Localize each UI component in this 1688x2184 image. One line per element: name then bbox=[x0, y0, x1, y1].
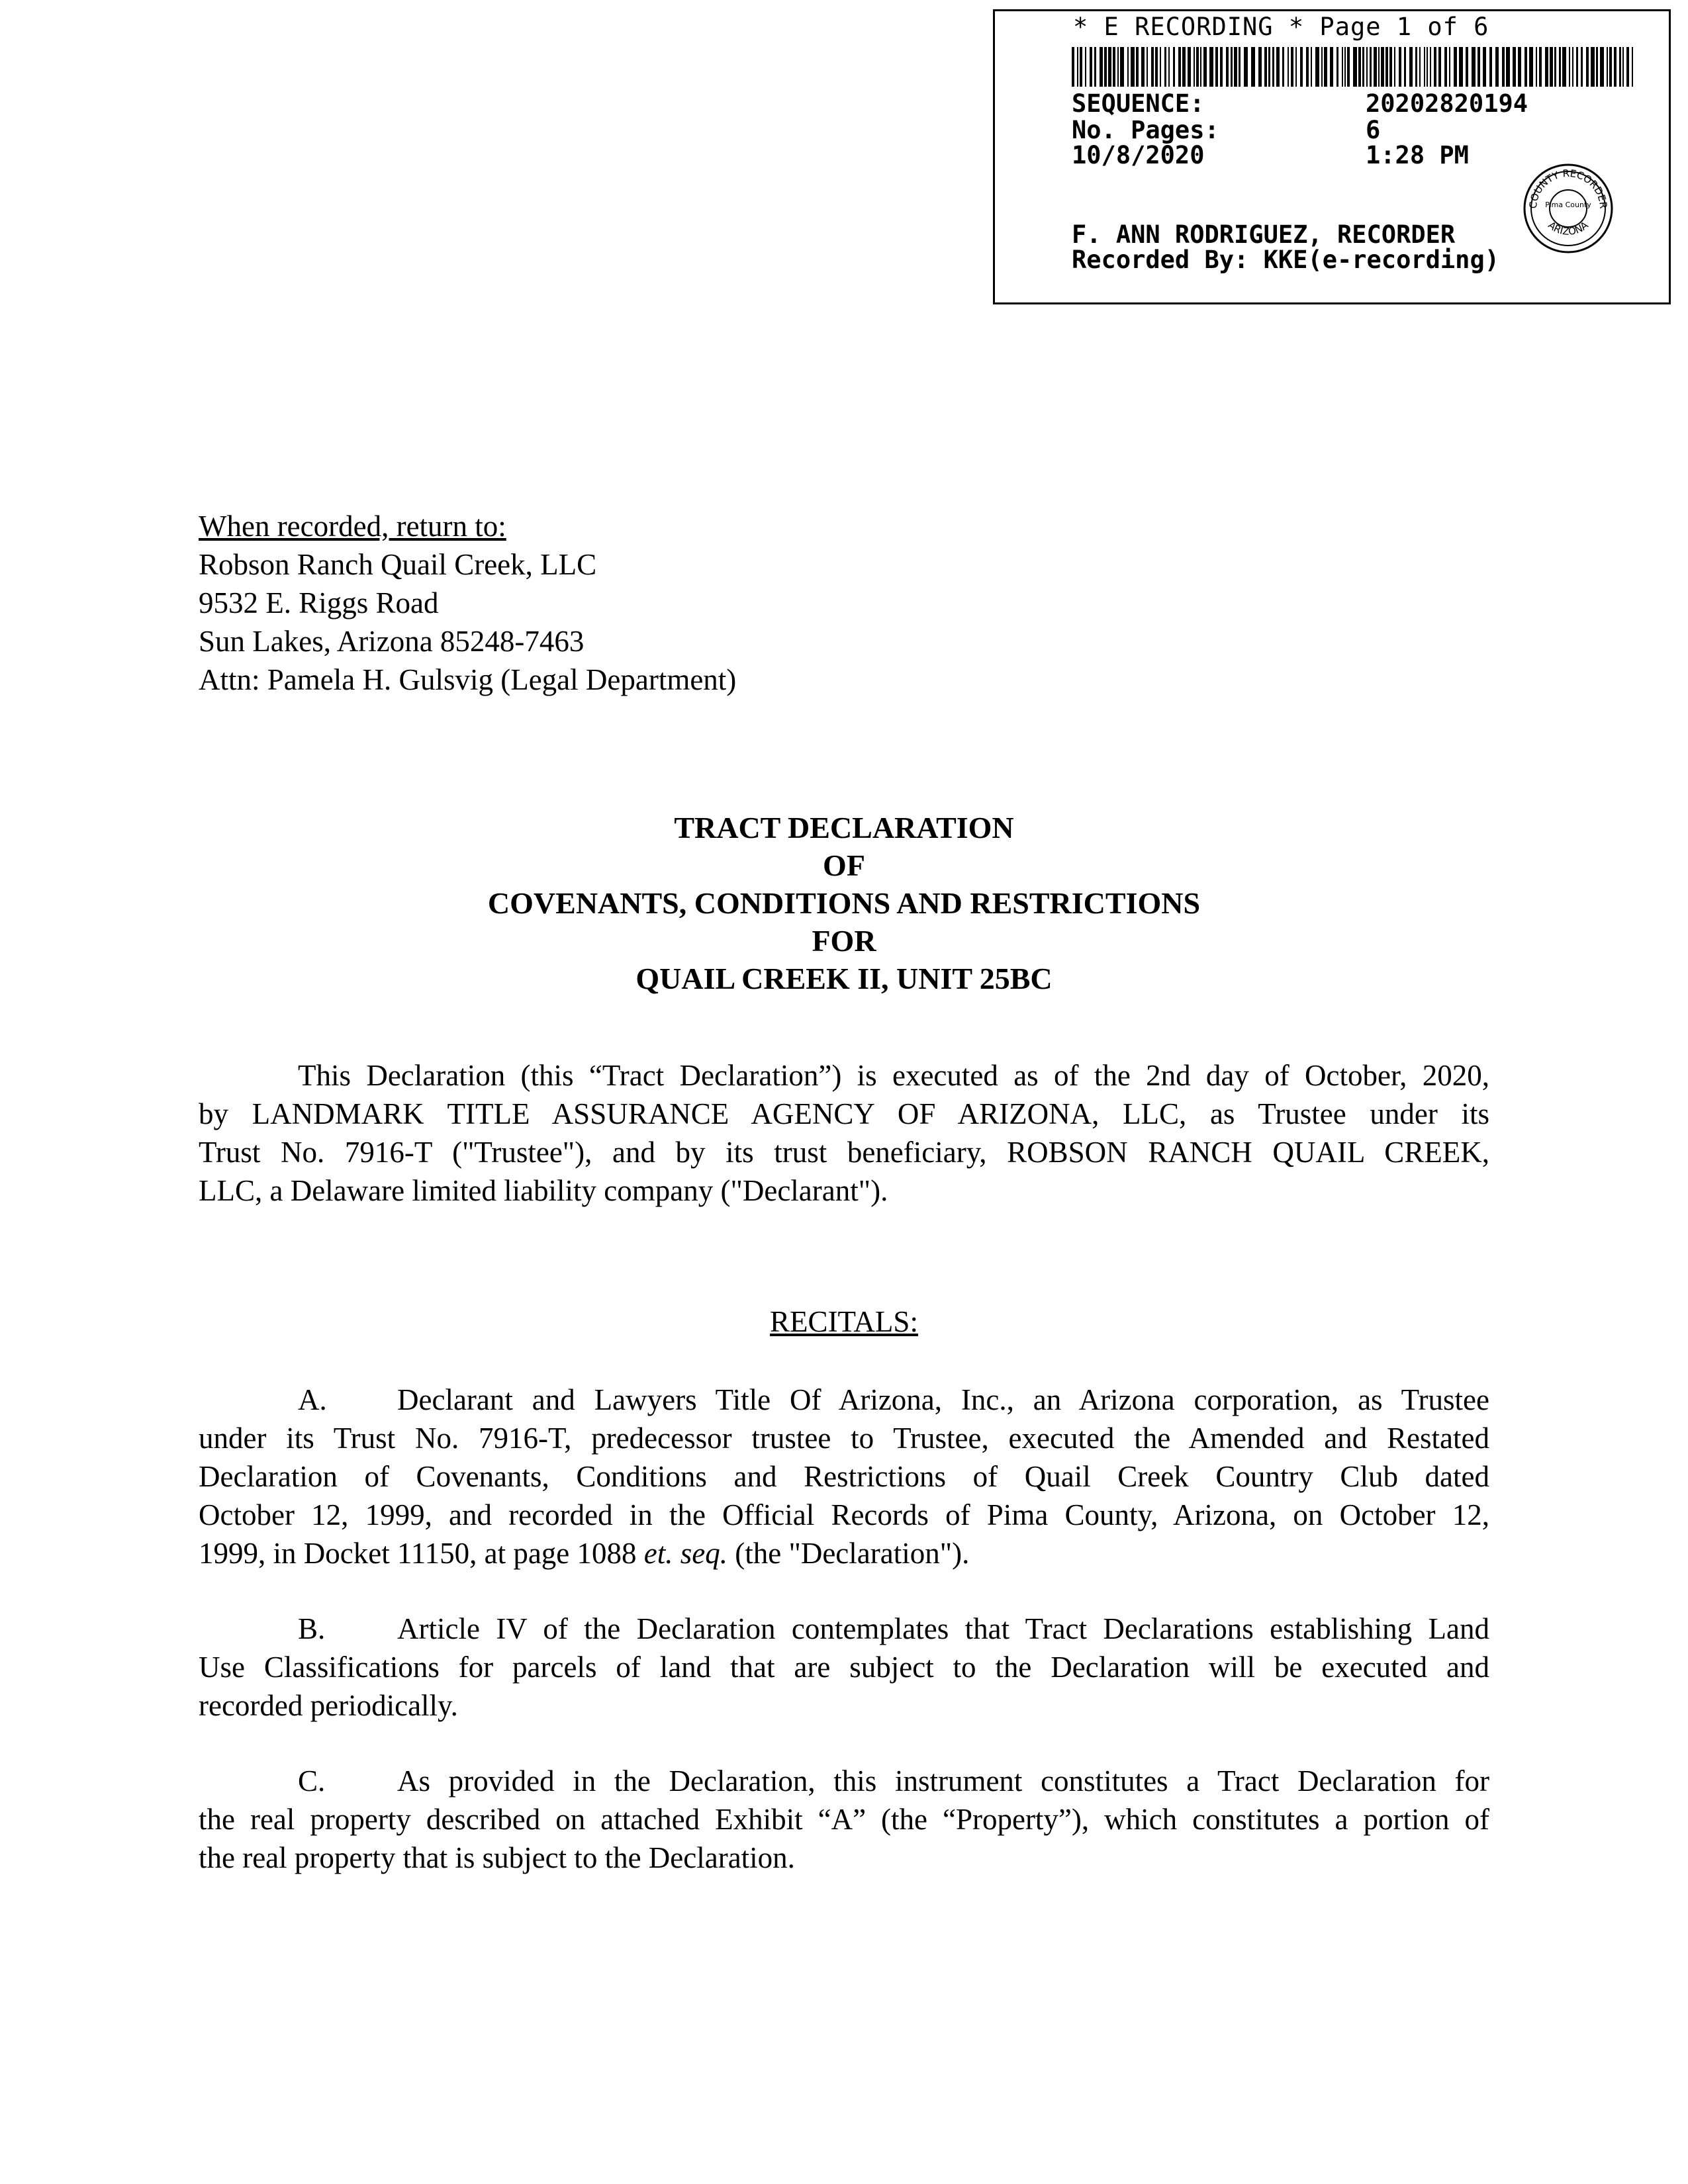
barcode-bar bbox=[1282, 47, 1284, 87]
barcode-bar bbox=[1168, 47, 1170, 87]
barcode-bar bbox=[1080, 47, 1082, 87]
barcode-bar bbox=[1276, 47, 1280, 87]
seal-top-text: COUNTY RECORDER bbox=[1526, 167, 1610, 210]
barcode-bar bbox=[1306, 47, 1309, 87]
return-line: Sun Lakes, Arizona 85248-7463 bbox=[199, 625, 585, 658]
barcode-bar bbox=[1141, 47, 1145, 87]
pages-label: No. Pages: bbox=[1072, 116, 1219, 144]
barcode bbox=[1072, 47, 1633, 87]
barcode-bar bbox=[1622, 47, 1624, 87]
intro-line: Trust No. 7916-T ("Trustee"), and by its trust beneficiary, ROBSON RANCH QUAIL CREEK, bbox=[199, 1136, 1489, 1169]
barcode-bar bbox=[1550, 47, 1553, 87]
barcode-bar bbox=[1569, 47, 1570, 87]
title-line: OF bbox=[823, 848, 865, 882]
recitals-heading-text: RECITALS: bbox=[770, 1305, 918, 1338]
barcode-bar bbox=[1374, 47, 1377, 87]
barcode-bar bbox=[1596, 47, 1598, 87]
title-line: FOR bbox=[812, 924, 876, 958]
barcode-bar bbox=[1394, 47, 1395, 87]
barcode-bar bbox=[1244, 47, 1248, 87]
intro-line: LLC, a Delaware limited liability company ("Declarant"). bbox=[199, 1174, 888, 1207]
barcode-bar bbox=[1554, 47, 1556, 87]
barcode-bar bbox=[1117, 47, 1119, 87]
recital-b bbox=[199, 1610, 1489, 1725]
barcode-bar bbox=[1108, 47, 1111, 87]
barcode-bar bbox=[1591, 47, 1595, 87]
recital-c-line: the real property that is subject to the Declaration. bbox=[199, 1841, 795, 1874]
barcode-bar bbox=[1466, 47, 1468, 87]
recital-b-line: recorded periodically. bbox=[199, 1689, 458, 1722]
barcode-bar bbox=[1483, 47, 1486, 87]
barcode-bar bbox=[1607, 47, 1608, 87]
recital-c-letter: C. bbox=[298, 1764, 326, 1797]
barcode-bar bbox=[1347, 47, 1350, 87]
barcode-bar bbox=[1136, 47, 1139, 87]
return-address-block bbox=[199, 507, 993, 699]
recital-b-letter: B. bbox=[298, 1612, 326, 1645]
barcode-bar bbox=[1104, 47, 1107, 87]
barcode-bar bbox=[1336, 47, 1338, 87]
barcode-bar bbox=[1576, 47, 1578, 87]
barcode-bar bbox=[1614, 47, 1617, 87]
barcode-bar bbox=[1295, 47, 1297, 87]
recital-c bbox=[199, 1762, 1489, 1877]
barcode-bar bbox=[1399, 47, 1401, 87]
pages-value: 6 bbox=[1366, 116, 1381, 144]
recital-a-line: under its Trust No. 7916-T, predecessor trustee to Trustee, executed the Amended and Restated bbox=[199, 1422, 1489, 1455]
barcode-bar bbox=[1200, 47, 1201, 87]
barcode-bar bbox=[1085, 47, 1086, 87]
barcode-bar bbox=[1545, 47, 1548, 87]
barcode-bar bbox=[1220, 47, 1223, 87]
barcode-bar bbox=[1209, 47, 1213, 87]
barcode-bar bbox=[1489, 47, 1492, 87]
barcode-bar bbox=[1378, 47, 1380, 87]
recital-a-line: October 12, 1999, and recorded in the Official Records of Pima County, Arizona, on October 12, bbox=[199, 1498, 1489, 1531]
recital-c-line bbox=[199, 1762, 1489, 1800]
recital-a-last-ital: et. seq. bbox=[643, 1537, 727, 1570]
barcode-bar bbox=[1459, 47, 1463, 87]
recital-a-line bbox=[199, 1381, 1489, 1419]
barcode-bar bbox=[1409, 47, 1413, 87]
recorded-by: Recorded By: KKE(e-recording) bbox=[1072, 246, 1500, 274]
barcode-bar bbox=[1430, 47, 1431, 87]
barcode-bar bbox=[1609, 47, 1612, 87]
barcode-bar bbox=[1370, 47, 1372, 87]
barcode-bar bbox=[1389, 47, 1392, 87]
barcode-bar bbox=[1311, 47, 1312, 87]
return-line: Attn: Pamela H. Gulsvig (Legal Department) bbox=[199, 663, 737, 696]
barcode-bar bbox=[1427, 47, 1428, 87]
recital-b-line: Use Classifications for parcels of land that are subject to the Declaration will be executed and bbox=[199, 1651, 1489, 1684]
barcode-bar bbox=[1127, 47, 1129, 87]
barcode-bar bbox=[1178, 47, 1181, 87]
barcode-bar bbox=[1160, 47, 1161, 87]
barcode-bar bbox=[1196, 47, 1199, 87]
barcode-bar bbox=[1300, 47, 1303, 87]
barcode-bar bbox=[1188, 47, 1191, 87]
barcode-bar bbox=[1600, 47, 1604, 87]
document-title bbox=[199, 809, 1489, 997]
barcode-bar bbox=[1454, 47, 1457, 87]
recital-c-line: the real property described on attached Exhibit “A” (the “Property”), which constitutes a portion of bbox=[199, 1803, 1489, 1836]
barcode-bar bbox=[1072, 47, 1074, 87]
barcode-bar bbox=[1424, 47, 1425, 87]
barcode-bar bbox=[1366, 47, 1368, 87]
barcode-bar bbox=[1358, 47, 1361, 87]
barcode-bar bbox=[1477, 47, 1480, 87]
barcode-bar bbox=[1502, 47, 1505, 87]
barcode-bar bbox=[1272, 47, 1274, 87]
barcode-bar bbox=[1342, 47, 1343, 87]
barcode-bar bbox=[1524, 47, 1527, 87]
barcode-bar bbox=[1581, 47, 1583, 87]
barcode-bar bbox=[1268, 47, 1270, 87]
recording-date: 10/8/2020 bbox=[1072, 141, 1205, 169]
intro-paragraph bbox=[199, 1056, 1489, 1210]
title-line: TRACT DECLARATION bbox=[674, 811, 1014, 844]
barcode-bar bbox=[1164, 47, 1166, 87]
barcode-bar bbox=[1353, 47, 1357, 87]
recital-a bbox=[199, 1381, 1489, 1572]
barcode-bar bbox=[1239, 47, 1241, 87]
barcode-bar bbox=[1385, 47, 1388, 87]
barcode-bar bbox=[1147, 47, 1148, 87]
recital-a-last-pre: 1999, in Docket 11150, at page 1088 bbox=[199, 1537, 644, 1570]
barcode-bar bbox=[1536, 47, 1537, 87]
barcode-bar bbox=[1288, 47, 1289, 87]
svg-text:ARIZONA bbox=[1546, 219, 1591, 238]
recital-a-last-line bbox=[199, 1534, 1489, 1572]
recording-time: 1:28 PM bbox=[1366, 141, 1469, 169]
barcode-bar bbox=[1362, 47, 1364, 87]
barcode-bar bbox=[1449, 47, 1450, 87]
recital-a-last-post: (the "Declaration"). bbox=[727, 1537, 970, 1570]
barcode-bar bbox=[1100, 47, 1103, 87]
sequence-label: SEQUENCE: bbox=[1072, 89, 1205, 118]
barcode-bar bbox=[1513, 47, 1516, 87]
seal-bottom-text: ARIZONA bbox=[1546, 219, 1591, 238]
barcode-bar bbox=[1077, 47, 1078, 87]
recital-a-first: Declarant and Lawyers Title Of Arizona, Inc., an Arizona corporation, as Trustee bbox=[397, 1383, 1489, 1416]
sequence-value: 20202820194 bbox=[1366, 89, 1528, 118]
barcode-bar bbox=[1264, 47, 1267, 87]
barcode-bar bbox=[1324, 47, 1327, 87]
barcode-bar bbox=[1444, 47, 1447, 87]
intro-line: by LANDMARK TITLE ASSURANCE AGENCY OF ARIZONA, LLC, as Trustee under its bbox=[199, 1097, 1489, 1130]
barcode-bar bbox=[1258, 47, 1262, 87]
recital-b-line bbox=[199, 1610, 1489, 1648]
barcode-bar bbox=[1321, 47, 1323, 87]
barcode-bar bbox=[1415, 47, 1417, 87]
recital-b-first: Article IV of the Declaration contemplates that Tract Declarations establishing Land bbox=[397, 1612, 1489, 1645]
county-recorder-seal-icon bbox=[1522, 162, 1615, 255]
barcode-bar bbox=[1203, 47, 1207, 87]
barcode-bar bbox=[1291, 47, 1293, 87]
barcode-bar bbox=[1632, 47, 1633, 87]
barcode-bar bbox=[1090, 47, 1092, 87]
barcode-bar bbox=[1173, 47, 1175, 87]
barcode-bar bbox=[1495, 47, 1499, 87]
title-line: QUAIL CREEK II, UNIT 25BC bbox=[635, 962, 1053, 995]
return-line: Robson Ranch Quail Creek, LLC bbox=[199, 548, 597, 581]
barcode-bar bbox=[1120, 47, 1124, 87]
recital-a-letter: A. bbox=[298, 1383, 327, 1416]
return-heading: When recorded, return to: bbox=[199, 510, 506, 543]
barcode-bar bbox=[1404, 47, 1406, 87]
barcode-bar bbox=[1419, 47, 1421, 87]
barcode-bar bbox=[1215, 47, 1218, 87]
barcode-bar bbox=[1506, 47, 1510, 87]
barcode-bar bbox=[1529, 47, 1533, 87]
return-line: 9532 E. Riggs Road bbox=[199, 586, 439, 619]
barcode-bar bbox=[1619, 47, 1621, 87]
barcode-bar bbox=[1438, 47, 1441, 87]
barcode-bar bbox=[1518, 47, 1521, 87]
barcode-bar bbox=[1113, 47, 1115, 87]
recital-a-line: Declaration of Covenants, Conditions and Restrictions of Quail Creek Country Club dated bbox=[199, 1460, 1489, 1493]
seal-center-text: Pima County bbox=[1545, 201, 1591, 209]
barcode-bar bbox=[1344, 47, 1346, 87]
barcode-bar bbox=[1626, 47, 1629, 87]
recorder-name: F. ANN RODRIGUEZ, RECORDER bbox=[1072, 220, 1456, 249]
recording-header: * E RECORDING * Page 1 of 6 bbox=[1073, 13, 1489, 41]
barcode-bar bbox=[1155, 47, 1158, 87]
barcode-bar bbox=[1194, 47, 1195, 87]
barcode-bar bbox=[1572, 47, 1573, 87]
barcode-bar bbox=[1586, 47, 1589, 87]
barcode-bar bbox=[1234, 47, 1237, 87]
barcode-bar bbox=[1231, 47, 1233, 87]
barcode-bar bbox=[1472, 47, 1476, 87]
barcode-bar bbox=[1434, 47, 1436, 87]
recording-stamp bbox=[993, 9, 1671, 304]
barcode-bar bbox=[1330, 47, 1333, 87]
barcode-bar bbox=[1539, 47, 1542, 87]
recital-c-first: As provided in the Declaration, this instrument constitutes a Tract Declaration for bbox=[397, 1764, 1489, 1797]
barcode-bar bbox=[1226, 47, 1229, 87]
barcode-bar bbox=[1315, 47, 1319, 87]
barcode-bar bbox=[1131, 47, 1135, 87]
barcode-bar bbox=[1562, 47, 1566, 87]
barcode-bar bbox=[1559, 47, 1561, 87]
barcode-bar bbox=[1381, 47, 1384, 87]
intro-line: This Declaration (this “Tract Declaration”) is executed as of the 2nd day of October, 2020, bbox=[298, 1059, 1489, 1092]
title-line: COVENANTS, CONDITIONS AND RESTRICTIONS bbox=[487, 886, 1201, 920]
barcode-bar bbox=[1182, 47, 1186, 87]
recitals-heading bbox=[199, 1302, 1489, 1341]
barcode-bar bbox=[1251, 47, 1255, 87]
barcode-bar bbox=[1151, 47, 1154, 87]
barcode-bar bbox=[1094, 47, 1096, 87]
